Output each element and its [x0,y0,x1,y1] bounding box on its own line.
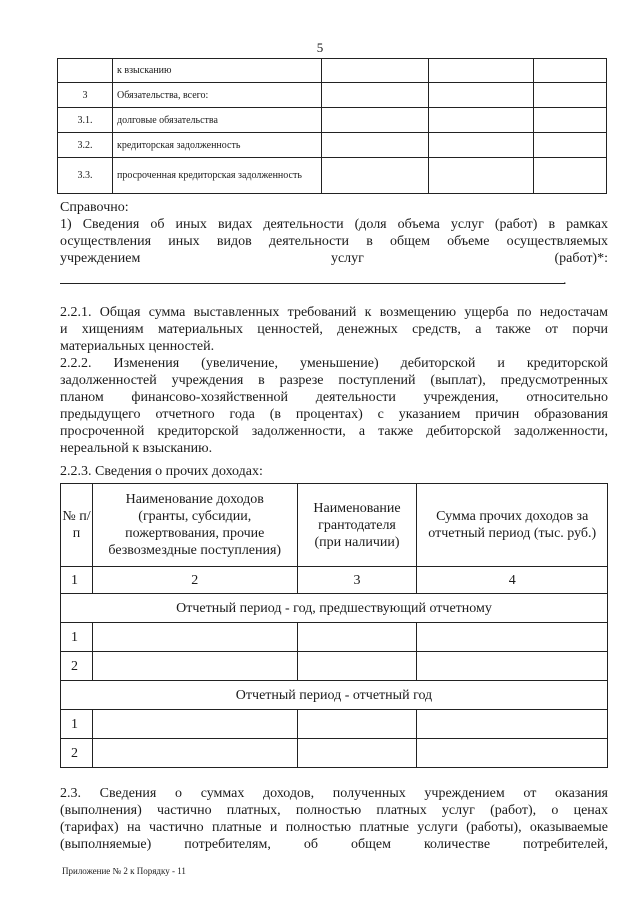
section-222-line-2: задолженностей учреждения в разрезе поступлений (выплат), предусмотренных [60,373,608,388]
header-grantor: Наименование грантодателя (при наличии) [297,484,417,567]
section-23-line-4: (выполняемые) потребителям, об общем количестве потребителей, [60,837,608,852]
table-row: 2 [61,652,608,681]
section-23-line-2: (выполнения) частично платных, полностью платных услуг (работ), о ценах [60,803,608,818]
table-row: 2 [61,739,608,768]
table-row: 3.2. кредиторская задолженность [58,133,607,158]
table-row: 3.3. просроченная кредиторская задолженность [58,158,607,194]
reference-line-2: осуществления иных видов деятельности в общем объеме осуществляемых [60,234,608,249]
section-222-line-1: 2.2.2. Изменения (увеличение, уменьшение) дебиторской и кредиторской [60,356,608,371]
section-222-line-6: нереальной к взысканию. [60,441,213,456]
reference-title: Справочно: [60,200,129,215]
obligations-table [57,58,607,194]
period-curr-row: Отчетный период - отчетный год [61,681,608,710]
section-222-line-3: планом финансово-хозяйственной деятельности учреждения, относительно [60,390,608,405]
table-row: 3.1. долговые обязательства [58,108,607,133]
section-23-line-1: 2.3. Сведения о суммах доходов, полученных учреждением от оказания [60,786,608,801]
column-numbers-row: 1 2 3 4 [61,567,608,594]
section-221-line-3: материальных ценностей. [60,339,215,354]
other-income-table [60,483,608,768]
table-row: 1 [61,623,608,652]
reference-line-3: учреждением услуг (работ)*: [60,251,608,266]
fill-in-line-end: . [563,273,567,288]
fill-in-line [60,283,565,284]
header-income-name: Наименование доходов (гранты, субсидии, пожертвования, прочие безвозмездные поступления) [92,484,297,567]
period-prev-row: Отчетный период - год, предшествующий отчетному [61,594,608,623]
table-row: 3 Обязательства, всего: [58,83,607,108]
page-number: 5 [316,40,324,55]
section-223-title: 2.2.3. Сведения о прочих доходах: [60,464,263,479]
header-num: № п/п [61,484,93,567]
footer-note: Приложение № 2 к Порядку - 11 [62,866,186,876]
table-row: к взысканию [58,59,607,83]
section-221-line-2: и хищениям материальных ценностей, денежных средств, а также от порчи [60,322,608,337]
section-222-line-4: предыдущего отчетного года (в процентах) с указанием причин образования [60,407,608,422]
section-221-line-1: 2.2.1. Общая сумма выставленных требований к возмещению ущерба по недостачам [60,305,608,320]
table-header-row [61,484,608,567]
section-23-line-3: (тарифах) на частично платные и полностью платные услуги (работы), оказываемые [60,820,608,835]
header-amount: Сумма прочих доходов за отчетный период (тыс. руб.) [417,484,608,567]
table-row: 1 [61,710,608,739]
reference-line-1: 1) Сведения об иных видах деятельности (доля объема услуг (работ) в рамках [60,217,608,232]
section-222-line-5: просроченной кредиторской задолженности, а также дебиторской задолженности, [60,424,608,439]
